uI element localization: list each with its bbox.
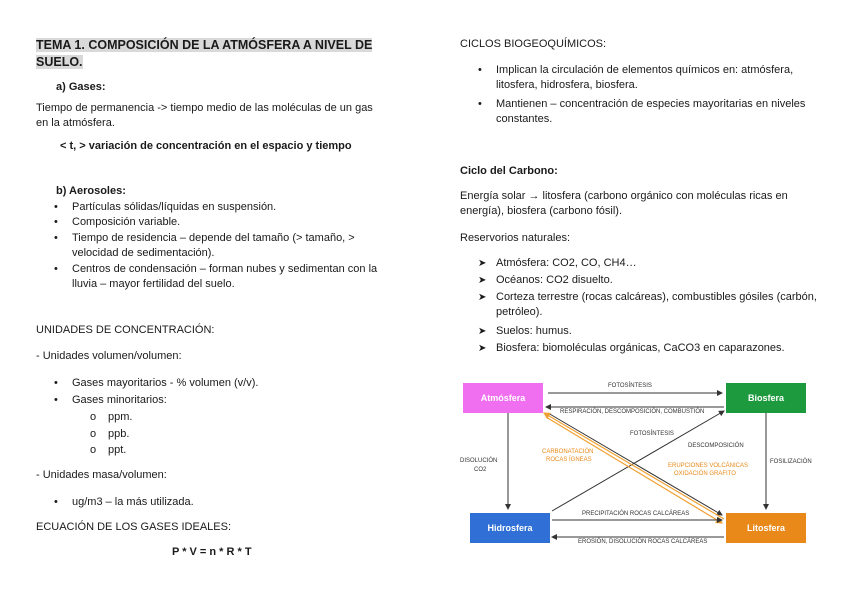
list-item: ➤ Suelos: humus. [478,325,572,337]
box-litosfera: Litosfera [726,513,806,543]
ecuacion-heading: ECUACIÓN DE LOS GASES IDEALES: [36,521,232,533]
gases-text: Tiempo de permanencia -> tiempo medio de las moléculas de un gas en la atmósfera. [36,102,373,129]
sub-list-item: o ppt. [90,444,127,456]
label-respiracion: RESPIRACIÓN, DESCOMPOSICIÓN, COMBUSTIÓN [560,409,705,415]
label-descomposicion: DESCOMPOSICIÓN [688,443,744,449]
list-item: ➤ Atmósfera: CO2, CO, CH4… [478,257,637,269]
aerosoles-heading: b) Aerosoles: [56,185,126,197]
unidades-heading: UNIDADES DE CONCENTRACIÓN: [36,324,215,336]
box-atmosfera: Atmósfera [463,383,543,413]
page-title: TEMA 1. COMPOSICIÓN DE LA ATMÓSFERA A NIVEL DE SUELO. [36,38,373,69]
label-fotosintesis-top: FOTOSÍNTESIS [608,383,652,389]
vol-vol-heading: - Unidades volumen/volumen: [36,350,182,362]
energia-text: Energía solar → litosfera (carbono orgánico con moléculas ricas en energía), biosfera (carbono fósil). [460,190,788,217]
label-erupciones-2: OXIDACIÓN GRAFITO [674,471,736,477]
label-fosilizacion: FOSILIZACIÓN [770,459,812,465]
list-item: ➤ Océanos: CO2 disuelto. [478,274,613,286]
list-item: • Gases minoritarios: [54,394,167,406]
list-item: • Implican la circulación de elementos químicos en: atmósfera, litosfera, hidrosfera, biosfera. [478,64,794,91]
list-item: • Centros de condensación – forman nubes y sedimentan con la lluvia – mayor fertilidad del suelo. [54,263,378,290]
label-precipitacion: PRECIPITACIÓN ROCAS CALCÁREAS [582,511,690,517]
sub-list-item: o ppb. [90,428,130,440]
list-item: • Gases mayoritarios - % volumen (v/v). [54,377,259,389]
label-erupciones-1: ERUPCIONES VOLCÁNICAS [668,463,749,469]
label-disolucion-2: CO2 [474,467,487,473]
label-disolucion-1: DISOLUCIÓN [460,458,498,464]
list-item: • Mantienen – concentración de especies mayoritarias en niveles constantes. [478,98,806,125]
masa-vol-heading: - Unidades masa/volumen: [36,469,167,481]
gases-heading: a) Gases: [56,81,106,93]
box-hidrosfera: Hidrosfera [470,513,550,543]
ecuacion-formula: P * V = n * R * T [172,546,252,558]
list-item: • Tiempo de residencia – depende del tamaño (> tamaño, > velocidad de sedimentación). [54,232,355,259]
list-item: ➤ Biosfera: biomoléculas orgánicas, CaCO3 en caparazones. [478,342,785,354]
carbono-heading: Ciclo del Carbono: [460,165,558,177]
sub-list-item: o ppm. [90,411,133,423]
list-item: • Partículas sólidas/líquidas en suspensión. [54,201,277,213]
list-item: • Composición variable. [54,216,181,228]
label-carbonatacion-2: ROCAS ÍGNEAS [546,457,592,463]
label-carbonatacion-1: CARBONATACIÓN [542,449,594,455]
gases-formula: < t, > variación de concentración en el espacio y tiempo [60,140,352,152]
list-item: ➤ Corteza terrestre (rocas calcáreas), combustibles gósiles (carbón, petróleo). [478,291,817,318]
label-fotosintesis-mid: FOTOSÍNTESIS [630,431,674,437]
list-item: • ug/m3 – la más utilizada. [54,496,194,508]
reservorios-heading: Reservorios naturales: [460,232,571,244]
ciclos-heading: CICLOS BIOGEOQUÍMICOS: [460,38,607,50]
label-erosion: EROSIÓN, DISOLUCIÓN ROCAS CALCÁREAS [578,539,708,545]
box-biosfera: Biosfera [726,383,806,413]
carbon-cycle-diagram [460,377,816,553]
